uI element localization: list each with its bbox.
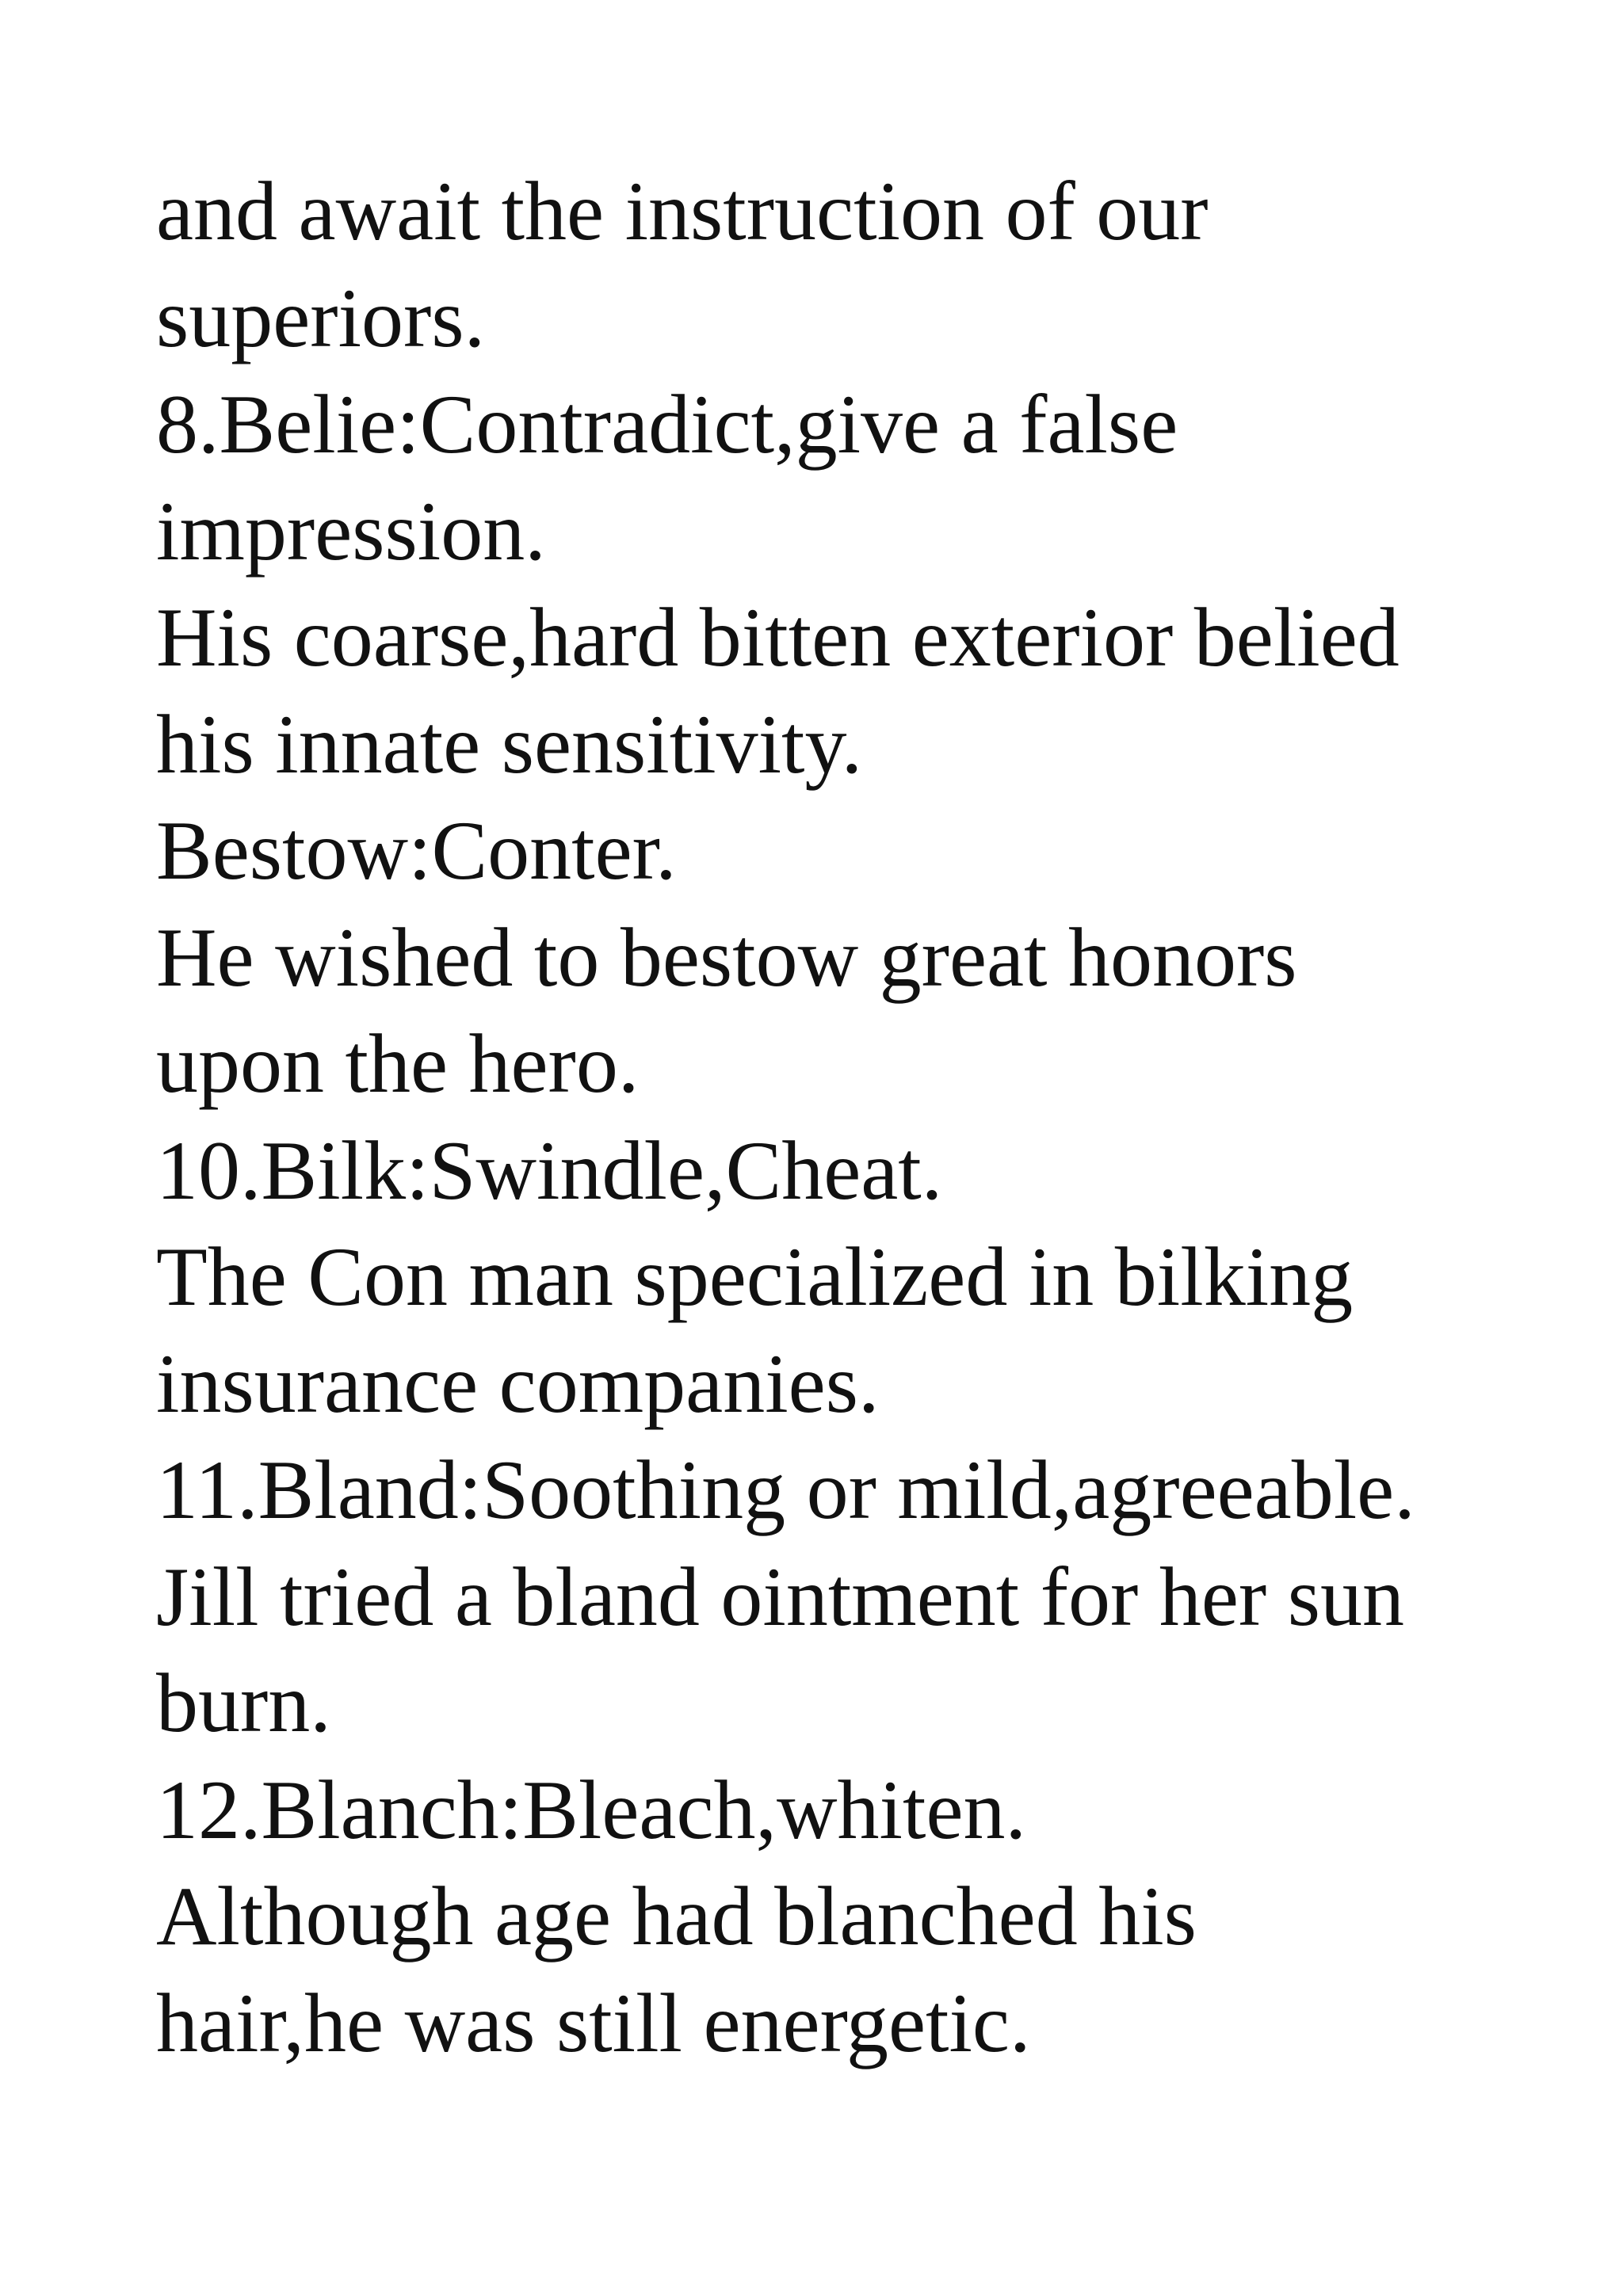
text-line: insurance companies. (156, 1337, 880, 1430)
text-line: 11.Bland:Soothing or mild,agreeable. (156, 1444, 1415, 1536)
text-line: burn. (156, 1657, 331, 1749)
text-line: The Con man specialized in bilking (156, 1230, 1354, 1323)
text-line: He wished to bestow great honors (156, 910, 1297, 1004)
text-line: Although age had blanched his (156, 1870, 1197, 1962)
text-line: Jill tried a bland ointment for her sun (156, 1550, 1404, 1643)
text-line: 8.Belie:Contradict,give a false (156, 378, 1178, 471)
text-line: Bestow:Conter. (156, 804, 677, 897)
text-line: impression. (156, 484, 546, 578)
text-line: His coarse,hard bitten exterior belied (156, 591, 1400, 684)
vocabulary-text (156, 158, 1583, 2077)
text-line: 12.Blanch:Bleach,whiten. (156, 1763, 1026, 1856)
text-line: 10.Bilk:Swindle,Cheat. (156, 1123, 943, 1217)
text-line: upon the hero. (156, 1017, 640, 1110)
text-line: superiors. (156, 271, 486, 364)
text-line: his innate sensitivity. (156, 697, 863, 791)
text-line: hair,he was still energetic. (156, 1976, 1031, 2069)
text-line: and await the instruction of our (156, 165, 1209, 257)
